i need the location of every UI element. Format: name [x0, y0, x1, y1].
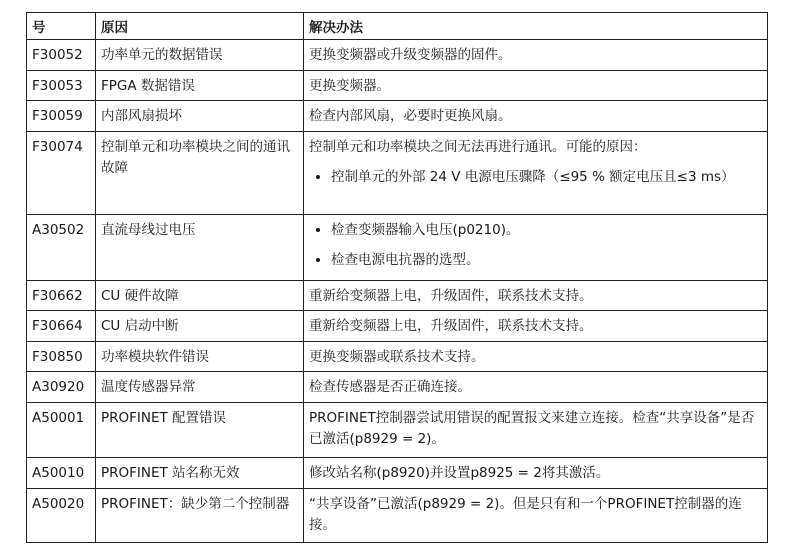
solution-text: 修改站名称(p8920)并设置p8925 = 2将其激活。 — [309, 465, 610, 481]
fault-cause: 内部风扇损坏 — [96, 101, 304, 132]
fault-solution — [304, 403, 768, 458]
solution-text: 控制单元和功率模块之间无法再进行通讯。可能的原因： — [309, 139, 647, 155]
table-row — [27, 311, 768, 342]
fault-solution — [304, 311, 768, 342]
table-row — [27, 372, 768, 403]
fault-code: A30502 — [27, 215, 96, 281]
fault-cause: 控制单元和功率模块之间的通讯故障 — [96, 132, 304, 215]
fault-solution — [304, 372, 768, 403]
solution-text: 更换变频器。 — [309, 78, 390, 94]
fault-cause: FPGA 数据错误 — [96, 71, 304, 101]
fault-solution — [304, 342, 768, 372]
solution-text: 更换变频器或联系技术支持。 — [309, 349, 485, 365]
header-cause: 原因 — [96, 13, 304, 40]
solution-text: PROFINET控制器尝试用错误的配置报文来建立连接。检查“共享设备”是否已激活(p8929 = 2)。 — [309, 410, 755, 447]
solution-text: 检查传感器是否正确连接。 — [309, 379, 471, 395]
table-row — [27, 281, 768, 311]
solution-text: 重新给变频器上电，升级固件，联系技术支持。 — [309, 318, 593, 334]
table-row — [27, 403, 768, 458]
table-row — [27, 489, 768, 543]
fault-cause: CU 硬件故障 — [96, 281, 304, 311]
fault-code: A50020 — [27, 489, 96, 543]
fault-table — [26, 12, 768, 543]
fault-solution — [304, 40, 768, 71]
fault-cause: CU 启动中断 — [96, 311, 304, 342]
fault-code: F30664 — [27, 311, 96, 342]
fault-code: F30850 — [27, 342, 96, 372]
table-row — [27, 40, 768, 71]
table-row — [27, 132, 768, 215]
fault-cause: 功率单元的数据错误 — [96, 40, 304, 71]
fault-solution — [304, 489, 768, 543]
solution-text: 检查内部风扇，必要时更换风扇。 — [309, 108, 512, 124]
fault-code: F30662 — [27, 281, 96, 311]
fault-code: A30920 — [27, 372, 96, 403]
fault-code: F30074 — [27, 132, 96, 215]
fault-solution — [304, 281, 768, 311]
fault-code: F30052 — [27, 40, 96, 71]
table-row — [27, 215, 768, 281]
fault-cause: 直流母线过电压 — [96, 215, 304, 281]
table-row — [27, 342, 768, 372]
solution-text: 更换变频器或升级变频器的固件。 — [309, 47, 512, 63]
fault-solution — [304, 71, 768, 101]
table-header-row — [27, 13, 768, 40]
header-solution: 解决办法 — [304, 13, 768, 40]
solution-list — [309, 167, 762, 188]
fault-solution — [304, 215, 768, 281]
fault-solution — [304, 132, 768, 215]
solution-text: 重新给变频器上电，升级固件，联系技术支持。 — [309, 288, 593, 304]
fault-solution — [304, 458, 768, 489]
header-code: 号 — [27, 13, 96, 40]
list-item: • 控制单元的外部 24 V 电源电压骤降（≤95 % 额定电压且≤3 ms） — [331, 167, 762, 188]
table-row — [27, 458, 768, 489]
fault-solution — [304, 101, 768, 132]
fault-code: F30059 — [27, 101, 96, 132]
list-item: • 检查电源电抗器的选型。 — [331, 250, 762, 271]
fault-cause: PROFINET 配置错误 — [96, 403, 304, 458]
table-row — [27, 101, 768, 132]
fault-code: A50010 — [27, 458, 96, 489]
fault-code: F30053 — [27, 71, 96, 101]
fault-cause: PROFINET 站名称无效 — [96, 458, 304, 489]
solution-list — [309, 220, 762, 271]
table-row — [27, 71, 768, 101]
fault-code: A50001 — [27, 403, 96, 458]
fault-cause: 功率模块软件错误 — [96, 342, 304, 372]
fault-cause: PROFINET：缺少第二个控制器 — [96, 489, 304, 543]
fault-cause: 温度传感器异常 — [96, 372, 304, 403]
list-item: • 检查变频器输入电压(p0210)。 — [331, 220, 762, 241]
solution-text: “共享设备”已激活(p8929 = 2)。但是只有和一个PROFINET控制器的连接。 — [309, 496, 742, 533]
